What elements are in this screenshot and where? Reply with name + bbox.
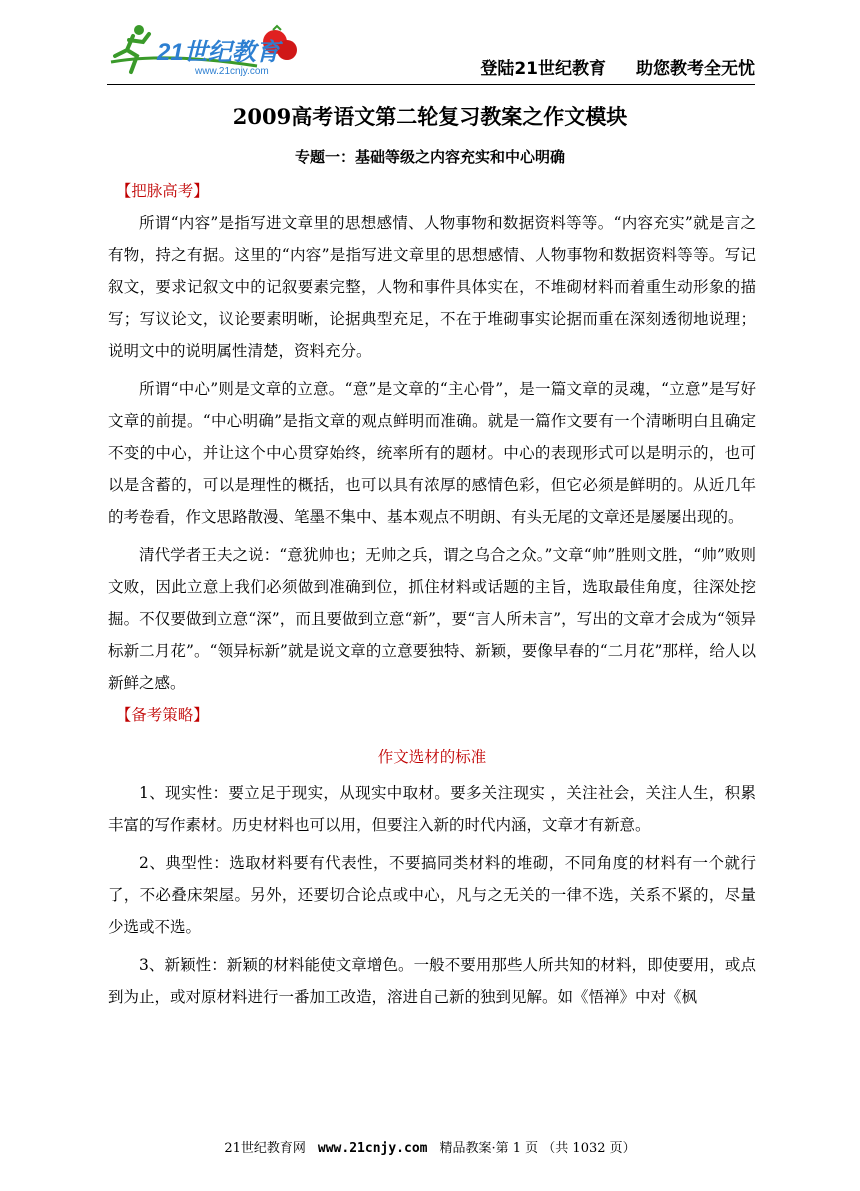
section-heading-2: 【备考策略】 <box>115 706 209 724</box>
document-title: 2009高考语文第二轮复习教案之作文模块 <box>232 104 628 129</box>
logo-text: 21世纪教育 <box>157 39 280 66</box>
page-footer <box>0 1137 860 1156</box>
21cnjy-logo <box>107 22 307 82</box>
document-body <box>108 175 756 1013</box>
list-item-3: 3、新颖性：新颖的材料能使文章增色。一般不要用那些人所共知的材料，即使要用，或点到为止，或对原材料进行一番加工改造，溶进自己新的独到见解。如《悟禅》中对《枫 <box>108 956 756 1006</box>
list-item-2: 2、典型性：选取材料要有代表性，不要搞同类材料的堆砌，不同角度的材料有一个就行了，不必叠床架屋。另外，还要切合论点或中心，凡与之无关的一律不选，关系不紧的，尽量少选或不选。 <box>108 854 756 936</box>
footer-page-info: 精品教案·第 1 页 （共 1032 页） <box>439 1141 636 1156</box>
list-item-1: 1、现实性：要立足于现实，从现实中取材。要多关注现实 ，关注社会，关注人生，积累丰富的写作素材。历史材料也可以用，但要注入新的时代内涵，文章才有新意。 <box>108 784 756 834</box>
paragraph-1: 所谓“内容”是指写进文章里的思想感情、人物事物和数据资料等等。“内容充实”就是言之有物，持之有据。这里的“内容”是指写进文章里的思想感情、人物事物和数据资料等等。写记叙文，要求记叙文中的记叙要素完整，人物和事件具体实在，不堆砌材料而着重生动形象的描写；写议论文，议论要素明晰，论据典型充足，不在于堆砌事实论据而重在深刻透彻地说理；说明文中的说明属性清楚，资料充分。 <box>108 214 756 360</box>
footer-site: 21世纪教育网 <box>224 1141 306 1156</box>
header-slogan-2: 助您教考全无忧 <box>636 59 755 79</box>
section-heading-1: 【把脉高考】 <box>115 182 209 200</box>
header-slogans <box>480 54 755 79</box>
logo-url: www.21cnjy.com <box>195 66 269 77</box>
section-subheading: 作文选材的标准 <box>377 748 487 766</box>
footer-url[interactable]: www.21cnjy.com <box>317 1141 428 1156</box>
paragraph-2: 所谓“中心”则是文章的立意。“意”是文章的“主心骨”，是一篇文章的灵魂，“立意”是写好文章的前提。“中心明确”是指文章的观点鲜明而准确。就是一篇作文要有一个清晰明白且确定不变的中心，并让这个中心贯穿始终，统率所有的题材。中心的表现形式可以是明示的，也可以是含蓄的，可以是理性的概括，也可以具有浓厚的感情色彩，但它必须是鲜明的。从近几年的考卷看，作文思路散漫、笔墨不集中、基本观点不明朗、有头无尾的文章还是屡屡出现的。 <box>108 380 756 526</box>
page-header <box>107 22 755 85</box>
header-slogan-1: 登陆21世纪教育 <box>480 59 606 79</box>
paragraph-3: 清代学者王夫之说：“意犹帅也；无帅之兵，谓之乌合之众。”文章“帅”胜则文胜，“帅”败则文败，因此立意上我们必须做到准确到位，抓住材料或话题的主旨，选取最佳角度，往深处挖掘。不仅要做到立意“深”，而且要做到立意“新”，要“言人所未言”，写出的文章才会成为“领异标新二月花”。“领异标新”就是说文章的立意要独特、新颖，要像早春的“二月花”那样，给人以新鲜之感。 <box>108 546 756 692</box>
document-subtitle: 专题一：基础等级之内容充实和中心明确 <box>294 148 565 166</box>
